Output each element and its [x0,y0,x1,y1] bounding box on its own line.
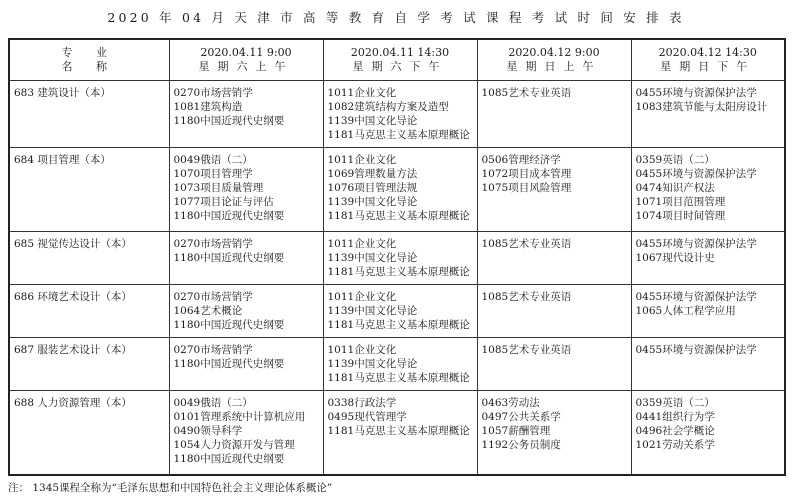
course-item: 1181马克思主义基本原理概论 [327,372,470,384]
course-item: 1011企业文化 [327,238,397,250]
session-header [631,39,785,81]
course-item: 0455环境与资源保护法学 [635,344,757,356]
session-label: 星期六上午 [198,60,294,73]
course-item: 1011企业文化 [327,291,397,303]
course-item: 0506管理经济学 [481,154,561,166]
course-item: 0496社会学概论 [635,425,715,437]
course-item: 0490领导科学 [173,425,243,437]
course-item: 1054人力资源开发与管理 [173,439,295,451]
course-item: 1181马克思主义基本原理概论 [327,266,470,278]
course-item: 1077项目论证与评估 [173,196,274,208]
course-item: 0359英语（二） [635,397,715,409]
course-item: 1064艺术概论 [173,305,243,317]
session-cell [169,285,323,338]
major-header [9,39,169,81]
session-cell [631,391,785,475]
course-item: 0049俄语（二） [173,154,253,166]
table-row [9,232,785,285]
course-item: 1085艺术专业英语 [481,238,572,250]
course-item: 1075项目风险管理 [481,182,572,194]
session-date: 2020.04.12 14:30 [658,46,757,59]
course-item: 1057薪酬管理 [481,425,551,437]
session-date: 2020.04.11 9:00 [200,46,292,59]
course-item: 1074项目时间管理 [635,210,726,222]
course-item: 1065人体工程学应用 [635,305,736,317]
session-date: 2020.04.11 14:30 [350,46,450,59]
course-item: 1180中国近现代史纲要 [173,115,285,127]
course-item: 0455环境与资源保护法学 [635,168,757,180]
course-item: 1180中国近现代史纲要 [173,453,285,465]
course-item: 1085艺术专业英语 [481,344,572,356]
major-cell [9,285,169,338]
session-cell [323,232,477,285]
course-item: 1085艺术专业英语 [481,87,572,99]
course-item: 0049俄语（二） [173,397,253,409]
session-cell [169,338,323,391]
session-date: 2020.04.12 9:00 [508,46,600,59]
session-cell [477,391,631,475]
session-cell [477,148,631,232]
table-row [9,81,785,148]
course-item: 1181马克思主义基本原理概论 [327,319,470,331]
course-item: 1085艺术专业英语 [481,291,572,303]
footnote: 注： 1345课程全称为“毛泽东思想和中国特色社会主义理论体系概论” [8,482,333,494]
course-item: 1139中国文化导论 [327,115,418,127]
course-item: 0270市场营销学 [173,238,253,250]
session-cell [631,285,785,338]
major-cell [9,391,169,475]
session-header [323,39,477,81]
course-item: 0270市场营销学 [173,87,253,99]
course-item: 1069管理数量方法 [327,168,418,180]
course-item: 1073项目质量管理 [173,182,264,194]
course-item: 0474知识产权法 [635,182,715,194]
course-item: 1180中国近现代史纲要 [173,319,285,331]
exam-schedule-table [8,38,786,476]
course-item: 0359英语（二） [635,154,715,166]
course-item: 0101管理系统中计算机应用 [173,411,306,423]
table-row [9,338,785,391]
course-item: 1011企业文化 [327,344,397,356]
session-cell [631,81,785,148]
course-item: 0497公共关系学 [481,411,561,423]
course-item: 1011企业文化 [327,154,397,166]
table-row [9,285,785,338]
course-item: 1071项目范围管理 [635,196,726,208]
course-item: 1180中国近现代史纲要 [173,358,285,370]
major-cell [9,232,169,285]
major-cell [9,148,169,232]
course-item: 1180中国近现代史纲要 [173,252,285,264]
course-item: 0455环境与资源保护法学 [635,87,757,99]
session-cell [169,391,323,475]
session-cell [477,285,631,338]
course-item: 0463劳动法 [481,397,540,409]
session-cell [323,81,477,148]
session-cell [169,232,323,285]
session-cell [477,338,631,391]
major-name: 684 项目管理（本） [14,154,111,166]
course-item: 0455环境与资源保护法学 [635,291,757,303]
page-title: 2020 年 04 月 天 津 市 高 等 教 育 自 学 考 试 课 程 考 试 时 间 安 排 表 [107,10,685,25]
course-item: 0455环境与资源保护法学 [635,238,757,250]
course-item: 1082建筑结构方案及造型 [327,101,449,113]
session-header [169,39,323,81]
session-label: 星期六下午 [352,60,448,73]
course-item: 0270市场营销学 [173,344,253,356]
session-cell [631,232,785,285]
session-cell [631,338,785,391]
course-item: 1021劳动关系学 [635,439,715,451]
course-item: 0270市场营销学 [173,291,253,303]
table-row [9,148,785,232]
course-item: 0338行政法学 [327,397,397,409]
session-cell [323,285,477,338]
major-name: 683 建筑设计（本） [14,87,111,99]
course-item: 0441组织行为学 [635,411,715,423]
session-cell [169,148,323,232]
session-cell [323,148,477,232]
course-item: 1181马克思主义基本原理概论 [327,210,470,222]
course-item: 1180中国近现代史纲要 [173,210,285,222]
course-item: 1083建筑节能与太阳房设计 [635,101,768,113]
major-name: 685 视觉传达设计（本） [14,238,132,250]
session-cell [323,338,477,391]
session-label: 星期日下午 [660,60,756,73]
course-item: 1011企业文化 [327,87,397,99]
major-header-line2: 名 称 [61,60,117,73]
session-cell [169,81,323,148]
session-cell [477,232,631,285]
course-item: 1076项目管理法规 [327,182,418,194]
major-header-line1: 专 业 [61,46,117,59]
course-item: 1139中国文化导论 [327,196,418,208]
session-cell [631,148,785,232]
session-label: 星期日上午 [506,60,602,73]
course-item: 1139中国文化导论 [327,358,418,370]
course-item: 1139中国文化导论 [327,305,418,317]
major-name: 686 环境艺术设计（本） [14,291,132,303]
session-header [477,39,631,81]
major-name: 687 服装艺术设计（本） [14,344,132,356]
major-name: 688 人力资源管理（本） [14,397,132,409]
major-cell [9,338,169,391]
course-item: 1081建筑构造 [173,101,243,113]
session-cell [323,391,477,475]
course-item: 1139中国文化导论 [327,252,418,264]
session-cell [477,81,631,148]
table-row [9,391,785,475]
course-item: 1072项目成本管理 [481,168,572,180]
course-item: 1070项目管理学 [173,168,253,180]
table-header-row [9,39,785,81]
course-item: 1192公务员制度 [481,439,561,451]
course-item: 1067现代设计史 [635,252,715,264]
course-item: 1181马克思主义基本原理概论 [327,129,470,141]
course-item: 1181马克思主义基本原理概论 [327,425,470,437]
course-item: 0495现代管理学 [327,411,407,423]
major-cell [9,81,169,148]
